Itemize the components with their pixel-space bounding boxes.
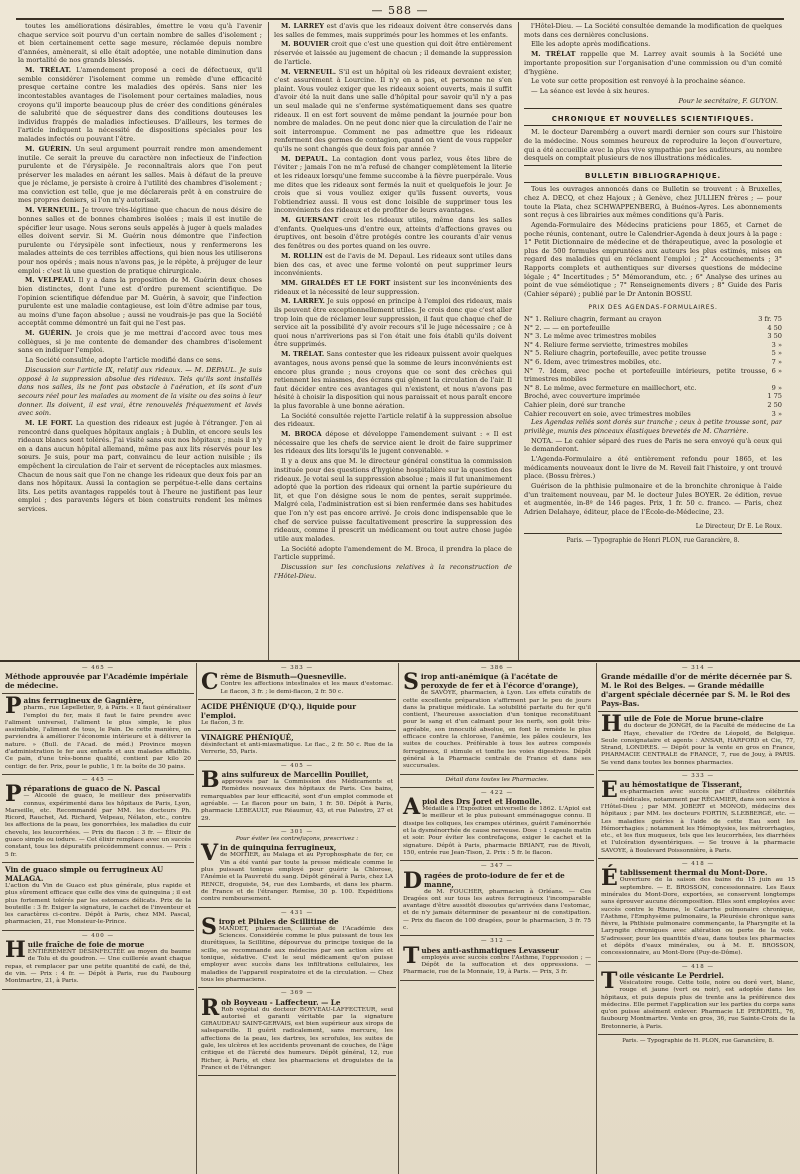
chronique-text: M. le docteur Darembérg a ouvert mardi dernier son cours sur l'histoire de la médecine. Nous sommes heureux de reproduire la leçon d'ouverture, qui a été accueillie avec la plus vive sympathie par les auditeurs, au nombre desquels on comptait plusieurs de nos illustrations médicales. xyxy=(524,128,782,163)
ad-title-text: ains sulfureux de Marcellin Pouillet, xyxy=(221,770,369,780)
speaker-name: M. VERNEUIL. xyxy=(281,67,336,76)
speaker-name: M. BOUVIER xyxy=(281,40,329,49)
meeting-conclusion xyxy=(524,22,782,96)
price-label: N° 3. Le même avec trimestres mobiles xyxy=(524,332,657,341)
drop-cap: S xyxy=(201,913,217,940)
ad-title xyxy=(201,702,393,720)
bulletin-intro: Tous les ouvrages annoncés dans ce Bulletin se trouvent : à Bruxelles, chez A. DECQ, et chez Hajoux ; à Genève, chez JULLIEN frères ; — pour toute la Plata, chez SCHWAPPENBERG, à Buénos-Ayres. Les abonnements sont reçus à ces librairies aux mêmes conditions qu'à Paris. xyxy=(524,185,782,220)
price-label: N° 2. — — en portefeuille xyxy=(524,323,610,332)
ad-number: — 400 — xyxy=(82,932,114,939)
price-row xyxy=(524,410,782,419)
paragraph xyxy=(274,563,512,580)
paragraph-text: insistent sur les inconvénients des rideaux et la nécessité de leur suppression. xyxy=(274,279,512,296)
speaker-name: M. TRÉLAT xyxy=(531,50,576,59)
price-value: 5 » xyxy=(771,349,782,358)
ad-column-divider xyxy=(398,663,399,1174)
text-column-1 xyxy=(18,22,262,660)
price-label: N° 7. Idem, avec poche et portefeuille intérieurs, petite trousse, trimestres mobiles xyxy=(524,366,768,384)
ad-note: Pour éviter les contrefaçons, prescrivez : xyxy=(235,836,359,843)
paragraph xyxy=(274,252,512,278)
advertisements xyxy=(0,663,800,1174)
advertisement xyxy=(198,908,396,989)
section-divider xyxy=(524,125,782,126)
ad-title xyxy=(5,937,191,964)
ad-title-text: uile de Foie de Morue brune-claire xyxy=(623,714,764,724)
paragraph xyxy=(524,77,782,86)
paragraph xyxy=(18,206,262,275)
paragraph xyxy=(524,50,782,76)
ad-title-text: tablissement thermal du Mont-Dore. xyxy=(619,868,768,878)
ad-note: Détail dans toutes les Pharmacies. xyxy=(445,776,549,783)
ad-column-divider xyxy=(596,663,597,1174)
paragraph xyxy=(274,350,512,410)
ad-number: — 333 — xyxy=(682,773,714,780)
speaker-name: M. VELPEAU. xyxy=(25,276,76,285)
ad-title xyxy=(601,967,795,994)
paragraph xyxy=(18,66,262,143)
ad-title xyxy=(201,733,393,742)
ad-title-text: Grande médaille d'or de mérite décernée par S. M. le Roi des Belges. — Grande médaille d'argent spéciale décernée par S. M. le Roi des Pays-Bas. xyxy=(601,672,793,709)
section-divider xyxy=(524,165,782,166)
paragraph-text: La Société consultée rejette l'article relatif à la suppression absolue des rideaux. xyxy=(274,411,512,429)
paragraph-text: croit que c'est une question qui doit être entièrement réservée et laissée au jugement de chacun ; il demande la suppression de l'article. xyxy=(274,40,512,66)
paragraph-text: Sans contester que les rideaux puissent avoir quelques avantages, nous avons pensé que la somme de leurs inconvénients est encore plus grande ; nous croyons que ce sont des crèches qui retiennent les miasmes, des écrans qui gênent la circulation de l'air. Il faut décider entre ces avantages qui n'existent, et nous n'avons pas hésité à choisir la disposition qui nous paraissait et nous paraît encore la plus favorable à une bonne aération. xyxy=(274,350,512,410)
speaker-name: M. GUERSANT xyxy=(281,216,339,225)
ad-title-text: ACIDE PHÉNIQUE (D'Q.), liquide pour l'emploi. xyxy=(201,701,357,720)
ad-number: — 418 — xyxy=(682,861,714,868)
advertisement xyxy=(198,827,396,908)
advertisements-rule xyxy=(0,660,800,662)
price-row xyxy=(524,358,782,367)
imprint: Paris. — Typographie de Henri PLON, rue Garancière, 8. xyxy=(566,537,740,545)
advertisement xyxy=(2,863,194,931)
ad-body: ex-pharmacien avec succès par d'illustres célébrités médicales, notamment par RÉCAMIER, dans son service à l'Hôtel-Dieu ; par MM. JOBERT et MONOD, médecins des hôpitaux ; par MM. les docteurs FORTIN, S.LEBBERGÉ, etc. — Les maladies guéries à l'aide de cette Eau sont les Hémorrhagies ; notamment les Hémoptysies, les métrorrhagies, etc., et les flux muqueux, tels que les leucorrhées, les diarrhées et l'ulcération dysentériques. — Se trouve à la pharmacie SAVOYE, à Boulevard Poissonnière, à Paris. xyxy=(601,789,795,854)
price-label: N° 1. Reliure chagrin, fermant au crayon xyxy=(524,315,662,323)
bulletin-note: Les Agendas reliés sont dorés sur tranche ; ceux à petite trousse sont, par privilège, munis des pinceaux élastiques brevetés de M. Charrière. xyxy=(524,418,782,435)
paragraph-text: Je trouve très-légitime que chacun de nous désire de bonnes salles et de bonnes chambres isolées ; mais il est inutile de spécifier leur usage. Nous serons seuls appelés à juger à quels malades elles doivent servir. Si M. Guérin nous démontre que l'infection purulente ou l'érysipèle sont infectieux, nous y renfermerons les malades atteints de ces terribles affections, qui bien nous les utiliserons pour nos opérés ; mais nous n'avons pas, je le répète, à préjuger de leur emploi : c'est là une question de pratique chirurgicale. xyxy=(18,206,262,275)
advertisement xyxy=(2,663,194,694)
paragraph-text: L'amendement proposé a ceci de défectueux, qu'il semble considérer l'isolement comme un remède d'une efficacité presque certaine contre les maladies des opérés. Sans nier les incontestables avantages de l'isolement pour certaines maladies, nous croyons qu'il importe beaucoup plus de créer des conditions générales de salubrité que de séquestrer dans des conditions douteuses les individus frappés de maladies infectieuses. D'ailleurs, les termes de l'article indiquent la nécessité de dispositions spéciales pour les malades infectés ou pouvant l'être. xyxy=(18,66,262,144)
ad-body: de M. FOUCHER, pharmacien à Orléans. — Ces Dragées ont sur tous les autres ferrugineux l'incomparable avantage d'être aussitôt dissoutes qu'arrivées dans l'estomac, et de n'y jamais déterminer de pesanteur ni de constipation. — Prix du flacon de 100 dragées, pour le pharmacien, 3 fr. 75 c. xyxy=(403,888,591,932)
price-row xyxy=(524,315,782,324)
ad-title-text: ubes anti-asthmatiques Levasseur xyxy=(421,945,559,955)
paragraph-text: croit les rideaux utiles, même dans les salles d'enfants. Quelques-uns d'entre eux, atteints d'affections graves ou éruptives, ont besoin d'être protégés contre les courants d'air venus des fenêtres ou des portes quand on les ouvre. xyxy=(274,216,512,251)
price-label: Broché, avec couverture imprimée xyxy=(524,392,640,401)
drop-cap: C xyxy=(201,669,219,696)
ad-title-text: Vin de guaco simple ou ferrugineux AU MALAGA. xyxy=(5,864,164,883)
speaker-name: M. VERNEUIL. xyxy=(25,206,80,215)
price-row xyxy=(524,332,782,341)
bulletin-nota: NOTA. — Le cahier séparé des rues de Paris ne sera envoyé qu'à ceux qui le demanderont. xyxy=(524,436,782,454)
ad-title xyxy=(5,781,191,808)
ad-title-text: uile fraîche de foie de morue xyxy=(27,940,145,950)
bulletin-guerison: Guérison de la phthisie pulmonaire et de la bronchite chronique à l'aide d'un traitement nouveau, par M. le docteur Jules BOYER. 2e édition, revue et augmentée, in-8º de 146 pages. Prix, 1 fr. 50 c. franco. — Paris, chez Adrien Delahaye, éditeur, place de l'École-de-Médecine, 23. xyxy=(524,482,782,516)
paragraph-text: La Société adopte l'amendement de M. Broca, il prendra la place de l'article supprimé. xyxy=(274,544,512,562)
ad-number: — 314 — xyxy=(682,665,714,671)
header-rule xyxy=(16,18,784,20)
advertisement xyxy=(400,861,594,936)
ad-number: — 445 — xyxy=(82,776,114,783)
paragraph-text: Le vote sur cette proposition est renvoyé à la prochaine séance. xyxy=(531,77,746,86)
price-label: N° 4. Reliure ferme serviette, trimestres mobiles xyxy=(524,340,688,349)
paragraph-text: La contagion dont vous parlez, vous êtes libre de l'éviter ; jamais l'on ne m'a refusé de changer complètement la literie et les rideaux lorsqu'une femme succombe à la fièvre puerpérale. Vous me dites que les rideaux sont fermés la nuit et quelquefois le jour. Je crois que si vous vouliez exiger qu'ils fussent ouverts, vous l'obtiendriez aussi. Il vous est donc loisible de supprimer tous les inconvénients des rideaux et de profiter de leurs avantages. xyxy=(274,154,512,215)
paragraph-text: Il y a dans la proposition de M. Guérin deux choses bien distinctes, dont l'une est d'ordre purement scientifique. De l'opinion scientifique défendue par M. Guérin, à savoir, que l'infection purulente est une maladie contagieuse, est loin d'être admise par tous, au moins d'une façon absolue ; aussi ne voudrais-je pas que la Société acceptât comme démontré un fait qui ne l'est pas. xyxy=(18,276,262,328)
ad-title xyxy=(5,672,191,690)
ad-number: — 312 — xyxy=(481,938,513,945)
paragraph xyxy=(274,545,512,562)
advertisement xyxy=(400,663,594,775)
advertisement xyxy=(198,988,396,1076)
paragraph xyxy=(18,22,262,65)
ad-body: pharm., rue Lepelletier, 9, à Paris. « Il faut généraliser l'emploi du fer, mais il faut le faire prendre avec l'aliment universel, l'aliment le plus simple, le plus assimilable, l'aliment de tous, le Pain. De cette manière, on parviendra à améliorer l'économie intérieure et à délivrer la nature. » (Bull. de l'Acad. de méd.) Province moyen d'administration le fer aux enfants et aux malades affaiblis. Ce pain, d'une très-bonne qualité, contient par kilo 20 centigr. de fer. Prix, pour le public, 1 fr. la boîte de 30 pains. xyxy=(5,705,191,770)
price-label: N° 5. Reliure chagrin, portefeuille, avec petite trousse xyxy=(524,349,707,358)
advertisement xyxy=(2,694,194,775)
bulletin-agenda-2: L'Agenda-Formulaire a été entièrement refondu pour 1865, et les médicaments nouveaux dont le livre de M. Reveil fait l'histoire, y ont trouvé place. (Bossu frères.) xyxy=(524,455,782,481)
ad-title-text: ragées de proto-iodure de fer et de manne, xyxy=(424,870,565,889)
section-divider xyxy=(524,533,782,534)
speaker-name: M. TRÉLAT. xyxy=(25,66,72,75)
ad-title-text: in de quinquina ferrugineux, xyxy=(220,843,337,853)
paragraph-text: dépose et développe l'amendement suivant : « Il est nécessaire que les chefs de service aient le droit de faire supprimer les rideaux des lits lorsqu'ils le jugent convenable. » xyxy=(274,430,512,456)
ad-column-3 xyxy=(400,663,594,1174)
ad-body: Ouverture de la saison des bains du 15 juin au 15 septembre. — E. BROSSON, concessionnaire. Les Eaux minérales du Mont-Dore, exportées, se conservent longtemps sans éprouver aucune décomposition. Elles sont employées avec succès contre le Rhume, le Catarrhe pulmonaire chronique, l'Asthme, l'Emphysème pulmonaire, la Pleurésie chronique sans fièvre, la Phthisie pulmonaire commençante, la Pharyngite et la Laryngite chroniques avec altération ou perte de la voix. S'adresser, pour les quantités d'eau, dans toutes les pharmacies et dépôts d'eaux minérales, ou à M. E. BROSSON, concessionnaire, au Mont-Dore (Puy-de-Dôme). xyxy=(601,877,795,957)
advertisement xyxy=(400,936,594,980)
column-divider xyxy=(268,22,269,660)
paragraph xyxy=(274,430,512,456)
paragraph xyxy=(524,22,782,39)
drop-cap: V xyxy=(201,840,219,867)
ad-body: Contre les affections intestinales et les maux d'estomac. Le flacon, 3 fr. ; le demi-flacon, 2 fr. 50 c. xyxy=(220,681,393,695)
ad-body: Médaille à l'Exposition universelle de 1862. L'Apiol est le meilleur et le plus puissant emménagogue connu. Il dissipe les coliques, les crampes utérines, guérit l'aménorrhée et la dysménorrhée de cause nerveuse. Dose : 1 capsule matin et soir. Pour éviter les contrefaçons, exiger le cachet et la signature. Dépôt à Paris, pharmacie BRIANT, rue de Rivoli, 150, entrée rue Jean-Tison, 2. Prix : 5 fr. le flacon. xyxy=(403,806,591,856)
paragraph-text: toutes les améliorations désirables, émettre le vœu qu'à l'avenir chaque service soit pourvu d'un certain nombre de salles d'isolement ; et bien certainement cette sage mesure, réclamée depuis nombre d'années, amènerait, si elle était adoptée, une notable diminution dans la mortalité de nos grands blessés. xyxy=(18,22,262,65)
ad-number: — 383 — xyxy=(281,665,313,671)
price-row xyxy=(524,401,782,410)
speaker-name: M. LARREY. xyxy=(281,297,325,306)
price-value: 7 » xyxy=(771,357,782,366)
drop-cap: A xyxy=(403,794,421,821)
column-divider xyxy=(518,22,519,660)
director-signature: Le Directeur, Dr E. Le Roux. xyxy=(695,522,782,530)
ad-body: — Alcoolé de guaco, le meilleur des préservatifs connus, expérimenté dans les hôpitaux de Paris, Lyon, Marseille, etc. Recommandé par MM. les docteurs Ph. Ricord, Rauchet, Ad. Richard, Velpeau, Nélaton, etc., contre les affections de la peau, les gonorrhées, les maladies du cuir chevelu, les leucorrhées. — Prix du flacon : 3 fr. — Élixir de guaco simple ou iodure. — Cet élixir remplace avec un succès constant, tous les dépuratifs précédemment connus. — Prix : 5 fr. xyxy=(5,793,191,858)
ad-number: — 465 — xyxy=(82,665,114,671)
paragraph-text: Je crois que je me mettrai d'accord avec tous mes collègues, si je me contente de demander des chambres d'isolement sans en indiquer l'emploi. xyxy=(18,329,262,355)
ad-body: Vésicatoire rouge. Cette toile, noire ou doré vert, blanc, rouge et jaune (vert ou noir), est adoptée dans les hôpitaux, et puis depuis plus de trente ans la préférence des médecins. Elle permet l'application sur les parties du corps sans qu'on puisse aisément enlever. Pharmacie LE PERDRIEL, 76, faubourg Montmartre. Vente en gros, 36, rue Sainte-Croix de la Bretonnerie, à Paris. xyxy=(601,979,795,1030)
ad-body: MANDET, pharmacien, lauréat de l'Académie des Sciences. Considérée comme le plus puissant de tous les diurétiques, la Scillitine, dépourvue du principe toxique de la scille, se recommande aux médecins par son action sûre et tonique, sédative. C'est le seul médicament qu'on puisse employer avec succès dans les infiltrations cellulaires, les maladies de l'appareil respiratoire et de la circulation. — Chez tous les pharmaciens. xyxy=(201,925,393,983)
drop-cap: D xyxy=(403,867,423,894)
paragraph-text: — La séance est levée à six heures. xyxy=(531,87,650,96)
advertisement xyxy=(598,712,798,771)
paragraph-text: l'Hôtel-Dieu. — La Société consultée demande la modification de quelques mots dans ces dernières conclusions. xyxy=(524,22,782,39)
paragraph xyxy=(274,412,512,429)
speaker-name: M. LE FORT. xyxy=(25,419,73,428)
paragraph xyxy=(18,276,262,328)
drop-cap: R xyxy=(201,994,220,1021)
advertisement xyxy=(400,775,594,788)
paragraph xyxy=(274,68,512,154)
ad-title xyxy=(5,693,191,720)
advertisement xyxy=(198,663,396,700)
drop-cap: H xyxy=(601,711,622,738)
ad-number: — 405 — xyxy=(281,762,313,769)
prices-title: PRIX DES AGENDAS-FORMULAIRES. xyxy=(588,304,718,312)
price-label: Cahier recouvert en soie, avec trimestres mobiles xyxy=(524,409,691,418)
text-column-2 xyxy=(274,22,512,660)
paragraph xyxy=(524,87,782,96)
ad-title xyxy=(601,865,795,892)
paragraph xyxy=(274,457,512,543)
price-row xyxy=(524,349,782,358)
price-list xyxy=(524,315,782,418)
paragraph-text: est d'avis que les rideaux doivent être conservés dans les salles de femmes, mais supprimés pour les hommes et les enfants. xyxy=(274,22,512,39)
section-divider xyxy=(524,108,782,109)
drop-cap: E xyxy=(601,777,618,804)
speaker-name: MM. GIRALDÈS ET LE FORT xyxy=(281,279,391,287)
advertisement xyxy=(400,788,594,861)
advertisement xyxy=(598,663,798,712)
price-row xyxy=(524,392,782,401)
drop-cap: B xyxy=(201,767,220,794)
price-value: 4 50 xyxy=(767,323,782,332)
ad-title-text: piol des Drs Joret et Homolle. xyxy=(422,797,542,807)
ad-column-1 xyxy=(2,663,194,1174)
paragraph xyxy=(274,155,512,215)
speaker-name: M. ROLLIN xyxy=(281,251,323,260)
paragraph-text: Discussion sur l'article IX, relatif aux rideaux. — M. DEPAUL. Je suis opposé à la suppression absolue des rideaux. Tels qu'ils sont installés dans nos salles, ils ne font pas obstacle à l'aération, et ils sont d'un secours réel pour les malades au moment de la visite ou des soins à leur donner. Ils doivent, il est vrai, être renouvelés fréquemment et lavés avec soin. xyxy=(18,366,262,418)
ad-number: — 347 — xyxy=(481,863,513,870)
advertisement xyxy=(598,962,798,1035)
paragraph-text: La question des rideaux est jugée à l'étranger. J'en ai rencontré dans quelques hôpitaux anglais ; à Dublin, et encore seuls les rideaux blancs sont tolérés. J'ai visité sans eux nos hôpitaux ; mais il n'y en a dans aucun hôpital allemand, même pas aux lits réservés pour les sœurs. Je suis, pour ma part, convaincu de leur action nuisible ; ils empêchent la circulation de l'air et servent de réceptacles aux miasmes. Chacun de nous sait que l'on ne change les rideaux que deux fois par an dans nos hôpitaux. Aussi la contagion se perpétue-t-elle dans certains lits. Les petits avantages rappelés tout à l'heure ne justifient pas leur emploi ; des paravents légers et bien construits rendent les mêmes services. xyxy=(18,419,262,514)
paragraph-text: Discussion sur les conclusions relatives à la reconstruction de l'Hôtel-Dieu. xyxy=(274,563,512,580)
paragraph-text: Je suis opposé en principe à l'emploi des rideaux, mais ils peuvent être exceptionnellement utiles. Je crois donc que c'est aller trop loin que de réclamer leur suppression, il faut que chaque chef de service ait la possibilité d'y avoir recours s'il le juge nécessaire ; ce à quoi nous n'arriverions pas si l'on était une fois établi qu'ils doivent être supprimés. xyxy=(274,297,512,349)
chronique-title: CHRONIQUE ET NOUVELLES SCIENTIFIQUES. xyxy=(551,114,755,123)
ad-title-text: Méthode approuvée par l'Académie impériale de médecine. xyxy=(5,672,189,691)
ad-body: employés avec succès contre l'Asthme, l'oppression ; — Dépôt de la suffocation et des oppressions. — Pharmacie, rue de la Monnaie, 19, à Paris. — Prix, 3 fr. xyxy=(403,954,591,976)
paragraph xyxy=(524,40,782,49)
paragraph-text: S'il est un hôpital où les rideaux devraient exister, c'est assurément à Lourcine. Il n'y en a pas, et personne ne s'en plaint. Vous voulez exiger que les rideaux soient ouverts, mais il suffit d'avoir été la nuit dans une salle d'hôpital pour savoir qu'il n'y a pas un seul malade qui ne s'enferme systématiquement dans ses quatre rideaux. Il en est fort souvent de même pendant la journée pour bon nombre de malades. On ne peut donc nier que la circulation de l'air ne soit interrompue. Comment ne pas admettre que les rideaux renferment des germes de contagion, quand on vient de vous rappeler qu'ils ne sont changés que deux fois par année ? xyxy=(274,67,512,153)
advertisement xyxy=(198,761,396,827)
ad-title xyxy=(5,865,191,883)
ad-body: du docteur de JONGH, de la Faculté de médecine de La Haye, chevalier de l'Ordre de Léopold, de Belgique. Seule consignataire et agents : ANSAR, HARFORD et Cie, 77, Strand, LONDRES. — Dépôt pour la vente en gros en France, PHARMACIE CENTRALE de FRANCE, 7, rue de Jouy, à PARIS. Se vend dans toutes les bonnes pharmacies. xyxy=(601,723,795,766)
ad-column-2 xyxy=(198,663,396,1174)
ad-body: de SAVOYE, pharmacien, à Lyon. Les effets curatifs de cette excellente préparation s'affirment par le peu de jours dans la pratique médicale. La solubilité parfaite du fer qu'il contient, l'heureuse association d'un tonique reconstituant pour le sang et d'un calmant pour les nerfs, son goût très-agréable, son innocuité absolue, en font le remède le plus efficace contre la chlorose, l'anémie, les pâles couleurs, les suites de couches. Préférable à tous les autres composés ferrugineux, il stimule et tonifie les voies digestives. Dépôt général à la Pharmacie centrale de France et dans ses succursales. xyxy=(403,690,591,770)
speaker-name: M. BROCA xyxy=(281,430,322,439)
drop-cap: T xyxy=(403,942,420,969)
ad-body: approuvés par la Commission des Médicaments et Remèdes nouveaux des hôpitaux de Paris. Ces bains, remarquables par leur efficacité, sont d'un emploi commode et agréable. — Le flacon pour un bain, 1 fr. 50. Dépôt à Paris, pharmacie LEBEAULT, rue Réaumur, 43, et rue Palestro, 27 et 29. xyxy=(201,779,393,822)
price-row xyxy=(524,341,782,350)
ads-imprint: Paris. — Typographie de H. PLON, rue Garancière, 8. xyxy=(622,1037,774,1044)
drop-cap: P xyxy=(5,781,22,808)
paragraph-text: La Société consultée, adopte l'article modifié dans ce sens. xyxy=(25,356,223,365)
paragraph xyxy=(274,216,512,250)
ad-title-text: oile vésicante Le Perdriel. xyxy=(619,970,724,980)
section-divider xyxy=(524,182,782,183)
price-row xyxy=(524,384,782,393)
price-value: 1 75 xyxy=(767,392,782,401)
price-label: Cahier plein, doré sur tranche xyxy=(524,400,626,409)
drop-cap: H xyxy=(5,937,26,964)
ad-number: — 418 — xyxy=(682,963,714,970)
price-row xyxy=(524,367,782,384)
drop-cap: T xyxy=(601,967,618,994)
paragraph-text: Elle les adopte après modifications. xyxy=(531,40,651,49)
paragraph xyxy=(18,356,262,365)
ad-body: ENTIÈREMENT DÉSINFECTÉE au moyen du baume de Tolu et du goudron. — Une cuillerée avant chaque repas, et remplacer par une petite quantité de café, de thé, de vin. — Prix : 4 fr. — Dépôt à Paris, rue du Faubourg Montmartre, 21, à Paris. xyxy=(5,949,191,985)
text-column-3 xyxy=(524,22,782,660)
advertisement xyxy=(2,931,194,990)
paragraph xyxy=(274,297,512,349)
speaker-name: M. LARREY xyxy=(281,22,324,30)
ad-number: — 301 — xyxy=(281,828,313,835)
ad-title-text: au hémostatique de Tisserant, xyxy=(619,780,743,790)
ad-column-4 xyxy=(598,663,798,1174)
price-value: 6 » xyxy=(771,366,782,375)
price-value: 3 fr. 75 xyxy=(758,315,782,323)
advertisement xyxy=(598,859,798,962)
ad-number: — 422 — xyxy=(481,789,513,796)
page-number: — 588 — xyxy=(371,4,429,17)
price-value: 2 50 xyxy=(767,400,782,409)
ad-title-text: ob Boyveau - Laffecteur. — Le xyxy=(221,997,341,1007)
speaker-name: M. DEPAUL. xyxy=(281,154,328,163)
drop-cap: É xyxy=(601,865,618,892)
price-value: 3 » xyxy=(771,340,782,349)
price-value: 9 » xyxy=(771,383,782,392)
paragraph xyxy=(274,279,512,296)
ad-title xyxy=(201,840,393,867)
bulletin-agenda: Agenda-Formulaire des Médecins praticiens pour 1865, et Carnet de poche réunis, contenant, outre le Calendrier-Agenda à deux jours à la page : 1° Petit Dictionnaire de médecine et de thérapeutique, avec la posologie et plus de 500 formules empruntées aux auteurs les plus estimés, mises en regard des maladies qui en réclament l'emploi ; 2° Accouchements ; 3° Rapports complets et authentiques sur diverses questions de médecine légale ; 4° Incertitudes ; 5° Mémorandum, etc. ; 6° Analyse des urines au point de vue séméiotique ; 7° Renseignements divers ; 8° Guide des Paris (Cahier séparé) ; publié par le Dr Antonin BOSSU. xyxy=(524,221,782,298)
ad-title-text: VINAIGRE PHÉNIQUÉ, xyxy=(201,733,294,743)
ad-number: — 431 — xyxy=(281,909,313,916)
ad-number: — 386 — xyxy=(481,665,513,671)
ad-title-text: irop anti-anémique (à l'acétate de peroxyde de fer et à l'écorce d'orange), xyxy=(420,672,579,691)
ad-title xyxy=(403,867,591,894)
price-label: N° 6. Idem, avec trimestres mobiles, etc. xyxy=(524,357,662,366)
ad-title xyxy=(201,994,393,1021)
ad-body: L'action du Vin de Guaco est plus générale, plus rapide et plus sûrement efficace que celle des vins de quinquina ; il est plus fortement tolérés par les estomacs délicats. Prix de la bouteille : 3 fr. Exiger la signature, le cachet de l'inventeur et les caractères ci-contre. Dépôt à Paris, chez MM. Pascal, pharmacien, 21, rue Monsieur-le-Prince. xyxy=(5,882,191,926)
ad-title-text: ains ferrugineux de Gagnière, xyxy=(23,696,145,706)
paragraph-text: Un seul argument pourrait rendre mon amendement inutile. Ce serait la preuve du caractère non infectieux de l'infection purulente et de l'érysipèle. Je reconnaîtrais alors que l'on peut préserver les malades en aérant les salles. Mais à défaut de la preuve que je réclame, je persiste à croire à l'utilité des chambres d'isolement ; ma conviction est telle, que je me déclarerais prêt à en construire de mes propres deniers, si l'on m'y autorisait. xyxy=(18,144,262,205)
paragraph-text: rappelle que M. Larrey avait soumis à la Société une importante proposition sur l'organisation d'une commission ou d'un comité d'hygiène. xyxy=(524,50,782,76)
ad-title xyxy=(403,794,591,821)
paragraph xyxy=(18,145,262,205)
advertisement xyxy=(198,700,396,731)
paragraph xyxy=(18,366,262,418)
ad-body: Rob végétal du docteur BOYVEAU-LAFFECTEUR, seul autorisé et garanti véritable par la signature GIRAUDEAU SAINT-GERVAIS, est bien supérieur aux sirops de salsepareille. Il guérit radicalement, sans mercure, les affections de la peau, les dartres, les scrofules, les suites de gale, les ulcères et les accidents provenant de couches, de l'âge critique et de l'âcreté des humeurs. Dépôt général, 12, rue Richer, à Paris, et chez les pharmaciens et droguistes de la France et de l'étranger. xyxy=(201,1006,393,1071)
ad-body: désinfectant et anti-miasmatique. Le flac., 2 fr. 50 c. Rue de la Verrerie, 55, Paris. xyxy=(201,742,393,756)
secretary-signature: Pour le secrétaire, F. GUYON. xyxy=(678,97,778,106)
ad-column-divider xyxy=(196,663,197,1174)
ad-title xyxy=(201,913,393,940)
speaker-name: M. TRÉLAT. xyxy=(281,350,325,359)
ad-number: — 369 — xyxy=(281,990,313,997)
ad-body: de MOITIER, au Malaga et au Pyrophosphate de fer, ce Vin a été vanté par toute la presse médicale comme le plus puissant tonique employé pour guérir la Chlorose, l'Anémie et la Pauvreté du sang. Dépôt général à Paris, chez LA RENCE, droguiste, 54, rue des Lombards, et dans les pharm. de France et de l'étranger. Remise, 30 p. 100. Expéditions contre remboursement. xyxy=(201,852,393,903)
paragraph-text: Il y a deux ans que M. le directeur général constitua la commission instituée pour des questions d'hygiène hospitalière sur la question des rideaux. Je votai seul la suppression absolue ; mais il fut unanimement adopté que la portion des rideaux qui ornent la partie supérieure du lit, et que l'on désigne sous le nom de pentes, serait supprimée. Malgré cela, l'administration est si bien renfermée dans ses habitudes que l'on n'y est pas encore arrivé. Je crois donc indispensable que le chef de service puisse facultativement prescrire la suppression des rideaux, comme il prescrit un médicament ou tout autre chose jugée utile aux malades. xyxy=(274,457,512,543)
price-label: N° 8. Le même, avec fermeture en maillechort, etc. xyxy=(524,383,697,392)
paragraph xyxy=(274,22,512,39)
paragraph xyxy=(18,419,262,514)
speaker-name: M. GUÉRIN. xyxy=(25,329,72,338)
advertisement xyxy=(198,731,396,761)
ad-body: Le flacon, 3 fr. xyxy=(201,719,244,726)
ad-title xyxy=(403,669,591,696)
ad-title-text: rème de Bismuth—Quesneville. xyxy=(220,672,347,682)
paragraph xyxy=(274,40,512,66)
drop-cap: P xyxy=(5,693,22,720)
ad-title-text: réparations de guaco de N. Pascal xyxy=(23,784,161,794)
ad-title-text: irop et Pilules de Scillitine de xyxy=(218,916,339,926)
paragraph-text: est de l'avis de M. Depaul. Les rideaux sont utiles dans bien des cas, et avec une ferme volonté on peut supprimer leurs inconvénients. xyxy=(274,251,512,278)
advertisement xyxy=(598,771,798,859)
ad-title xyxy=(601,672,795,708)
price-row xyxy=(524,324,782,333)
drop-cap: S xyxy=(403,669,419,696)
ad-title xyxy=(601,711,795,738)
advertisement xyxy=(2,775,194,863)
price-value: 3 50 xyxy=(767,332,782,341)
price-value: 3 » xyxy=(771,409,782,418)
speaker-name: M. GUÉRIN. xyxy=(25,144,72,153)
ad-title xyxy=(201,767,393,794)
bulletin-title: BULLETIN BIBLIOGRAPHIQUE. xyxy=(585,171,721,180)
paragraph xyxy=(18,329,262,355)
